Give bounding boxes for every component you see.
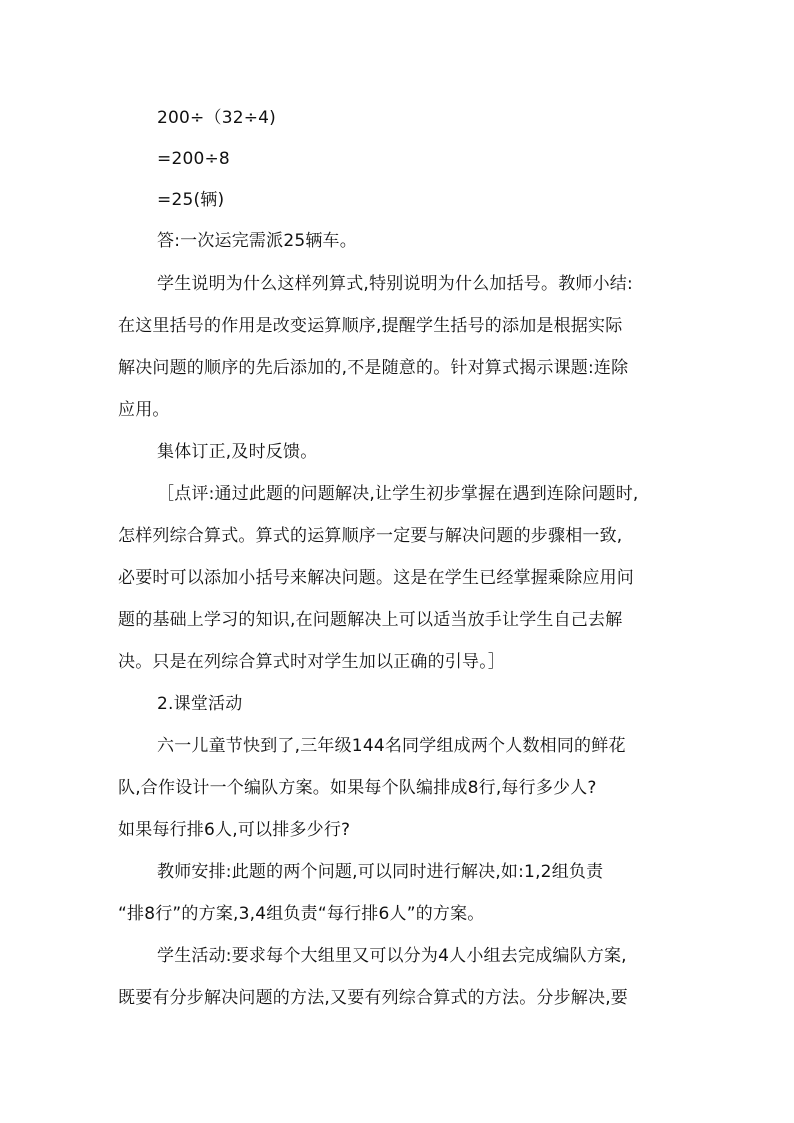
comment-line: 必要时可以添加小括号来解决问题。这是在学生已经掌握乘除应用问 [118, 568, 634, 588]
equation-line: =200÷8 [157, 149, 230, 169]
paragraph-line: 如果每行排6人,可以排多少行? [118, 820, 351, 840]
paragraph-line: 六一儿童节快到了,三年级144名同学组成两个人数相同的鲜花 [157, 736, 626, 756]
paragraph-line: 队,合作设计一个编队方案。如果每个队编排成8行,每行多少人? [118, 778, 597, 798]
equation-line: =25(辆) [157, 190, 225, 210]
paragraph-line: 教师安排:此题的两个问题,可以同时进行解决,如:1,2组负责 [157, 862, 604, 882]
answer-line: 答:一次运完需派25辆车。 [157, 231, 357, 251]
paragraph-line: 集体订正,及时反馈。 [157, 442, 318, 462]
section-heading: 2.课堂活动 [157, 694, 243, 714]
paragraph-line: 解决问题的顺序的先后添加的,不是随意的。针对算式揭示课题:连除 [118, 358, 629, 378]
paragraph-line: 应用。 [118, 400, 170, 420]
paragraph-line: 既要有分步解决问题的方法,又要有列综合算式的方法。分步解决,要 [118, 988, 629, 1008]
paragraph-line: 学生活动:要求每个大组里又可以分为4人小组去完成编队方案, [157, 946, 627, 966]
comment-line: 题的基础上学习的知识,在问题解决上可以适当放手让学生自己去解 [118, 610, 623, 630]
equation-line: 200÷（32÷4) [157, 108, 277, 128]
paragraph-line: 在这里括号的作用是改变运算顺序,提醒学生括号的添加是根据实际 [118, 316, 623, 336]
paragraph-line: “排8行”的方案,3,4组负责“每行排6人”的方案。 [118, 904, 485, 924]
paragraph-line: 学生说明为什么这样列算式,特别说明为什么加括号。教师小结: [157, 274, 633, 294]
comment-line: ［点评:通过此题的问题解决,让学生初步掌握在遇到连除问题时, [157, 484, 639, 504]
comment-line: 决。只是在列综合算式时对学生加以正确的引导。］ [118, 652, 506, 672]
comment-line: 怎样列综合算式。算式的运算顺序一定要与解决问题的步骤相一致, [118, 526, 623, 546]
